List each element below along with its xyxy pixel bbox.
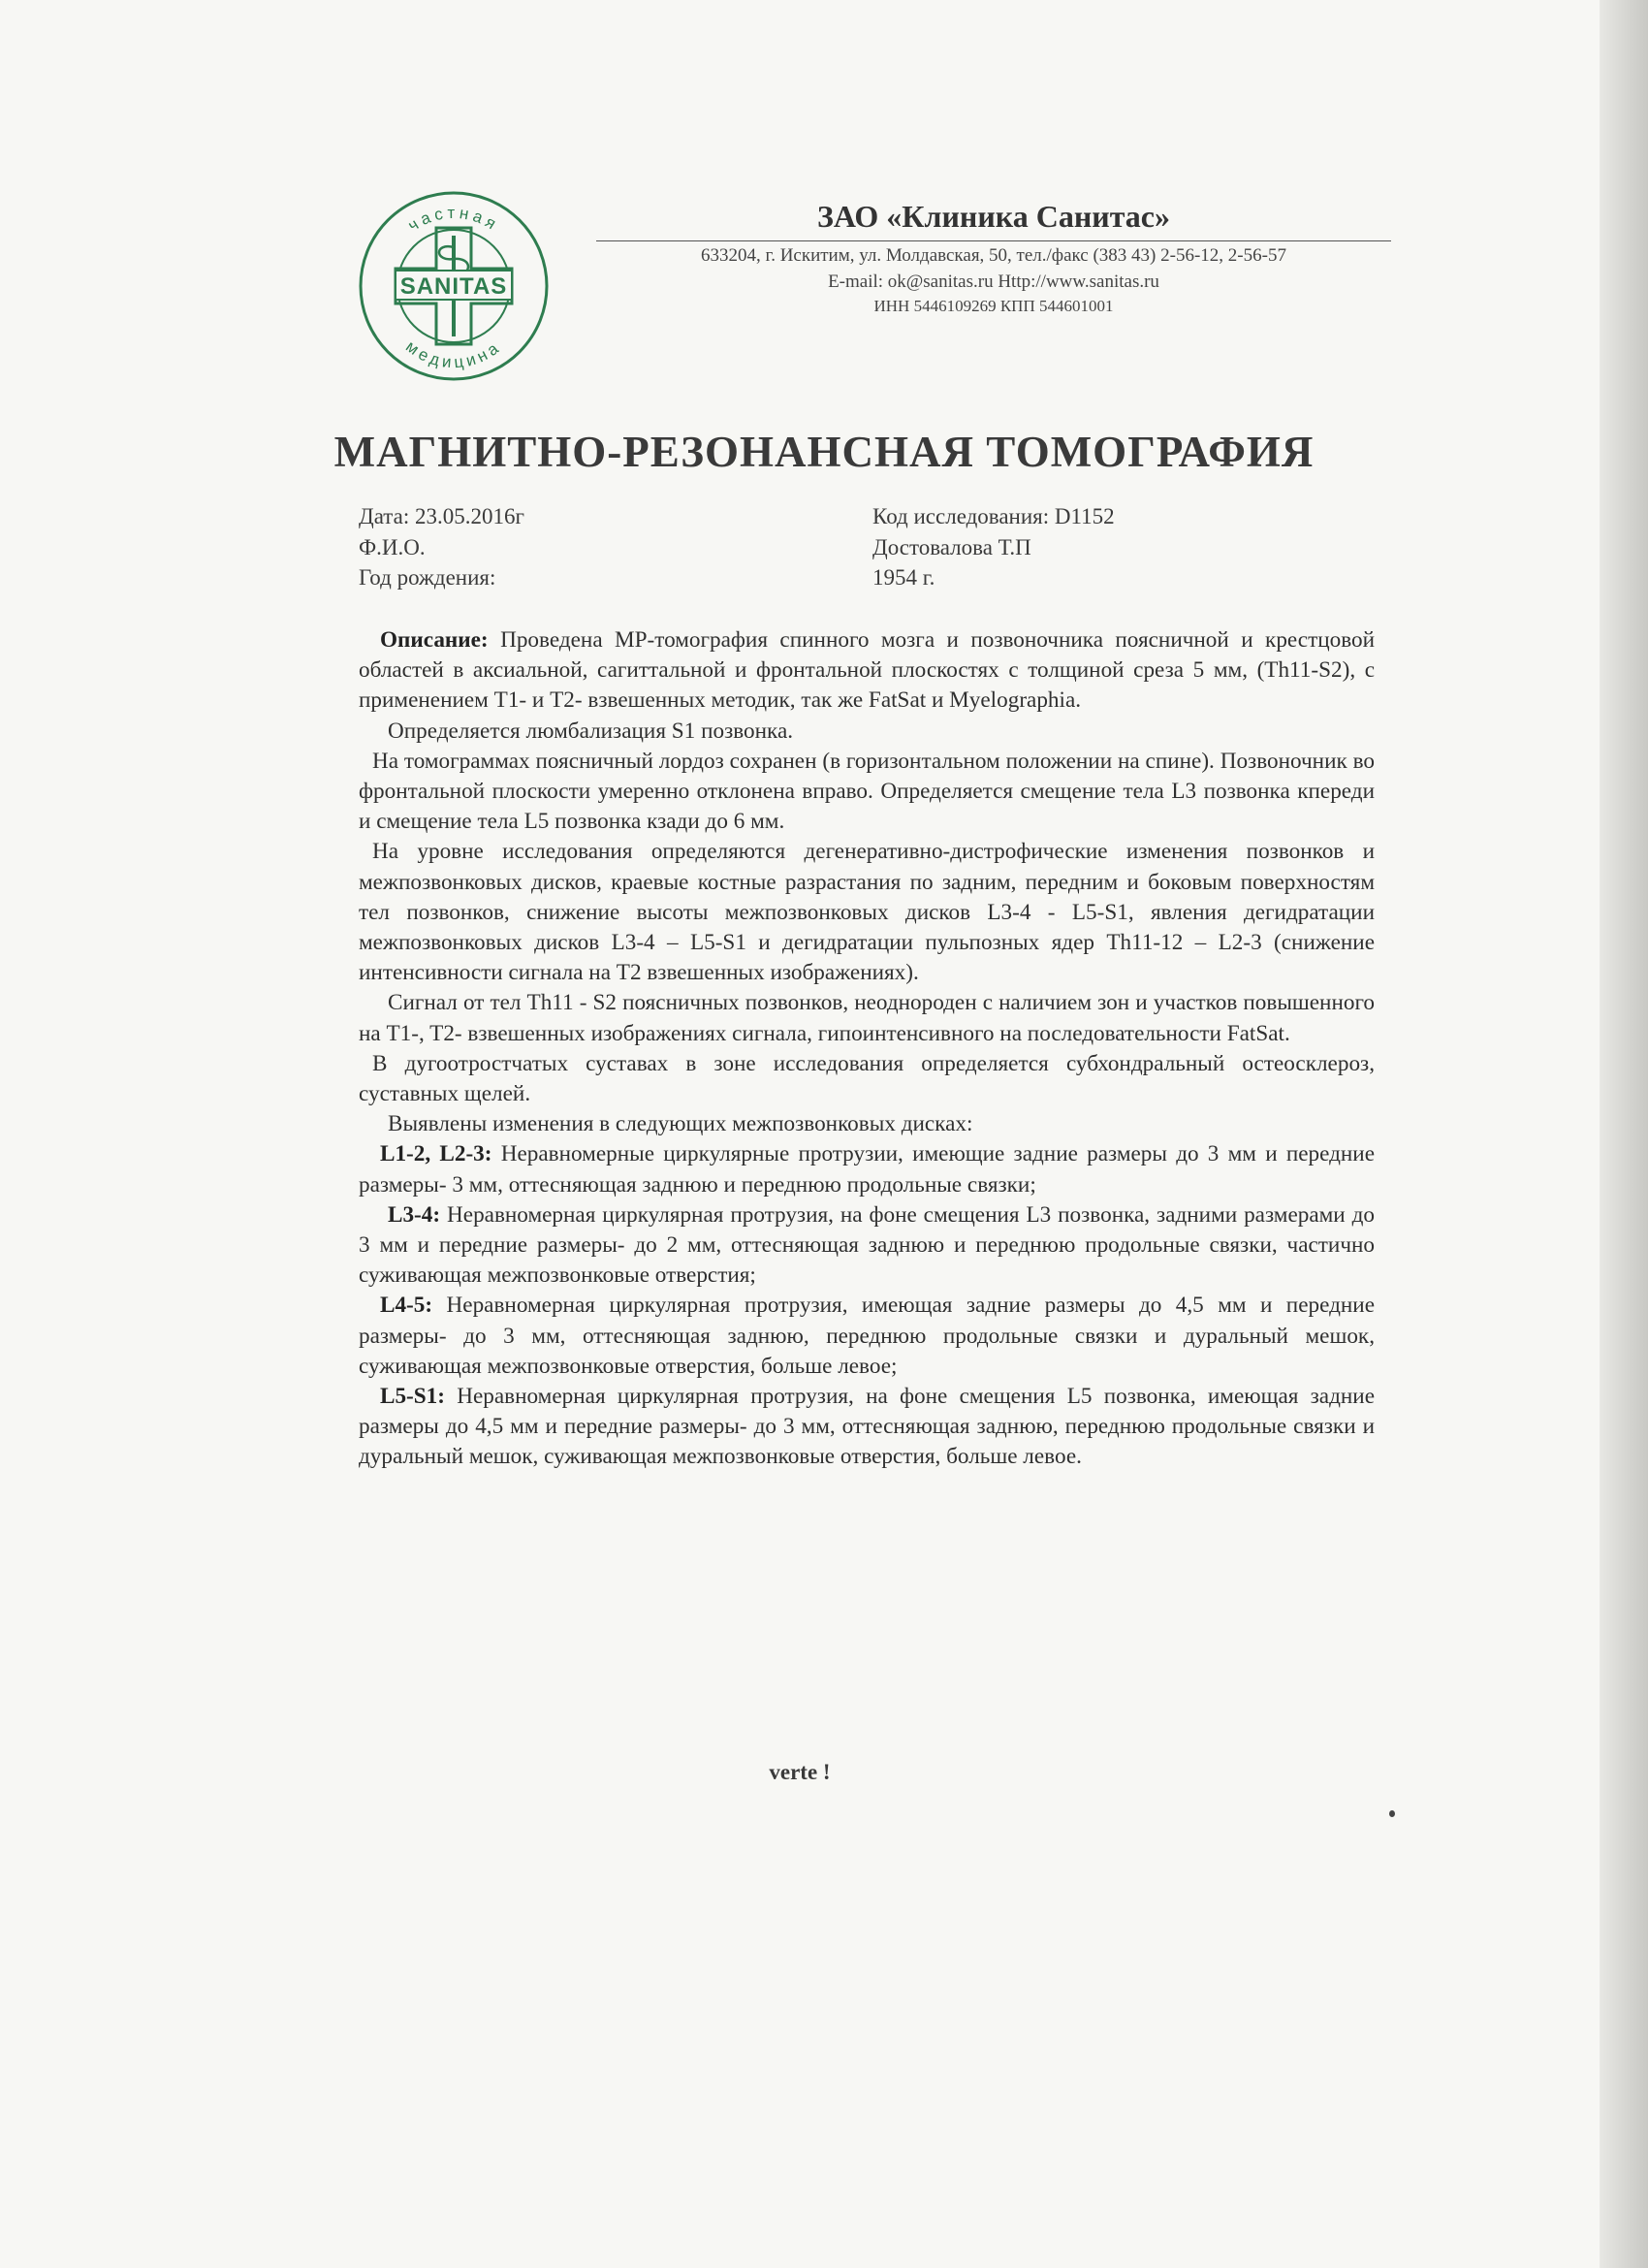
paragraph-description <box>359 625 1375 717</box>
paragraph-lordosis: На томограммах поясничный лордоз сохранен (в горизонтальном положении на спине). Позвоночник во фронтальной плоскости умеренно отклонена вправо. Определяется смещение тела L3 позвонка кпереди и смещение тела L5 позвонка кзади до 6 мм. <box>359 748 1375 835</box>
study-date: Дата: 23.05.2016г <box>359 504 524 528</box>
study-code: Код исследования: D1152 <box>872 504 1115 528</box>
patient-name-label: Ф.И.О. <box>359 535 426 559</box>
paragraph-discs-intro: Выявлены изменения в следующих межпозвонковых дисках: <box>388 1111 973 1137</box>
disc-l4-5-text: Неравномерная циркулярная протрузия, имеющая задние размеры до 4,5 мм и передние размеры- до 3 мм, оттесняющая заднюю, переднюю продольные связки и дуральный мешок, суживающая межпозвонковые отверстия, больше левое; <box>359 1293 1375 1379</box>
disc-l5-s1-text: Неравномерная циркулярная протрузия, на фоне смещения L5 позвонка, имеющая задние размеры до 4,5 мм и передние размеры- до 3 мм, оттесняющая заднюю, переднюю продольные связки и дуральный мешок, суживающая межпозвонковые отверстия, больше левое. <box>359 1384 1375 1470</box>
clinic-requisites: ИНН 5446109269 КПП 544601001 <box>873 297 1114 315</box>
paragraph-degenerative: На уровне исследования определяются дегенеративно-дистрофические изменения позвонков и межпозвонковых дисков, краевые костные разрастания по задним, передним и боковым поверхностям тел позвонков, снижение высоты межпозвонковых дисков L3-4 - L5-S1, явления дегидратации межпозвонковых дисков L3-4 – L5-S1 и дегидратации пульпозных ядер Th11-12 – L2-3 (снижение интенсивности сигнала на T2 взвешенных изображениях). <box>359 839 1375 986</box>
disc-l1-l3 <box>359 1139 1375 1199</box>
disc-l3-4-text: Неравномерная циркулярная протрузия, на фоне смещения L3 позвонка, задними размерами до 3 мм и передние размеры- до 2 мм, оттесняющая заднюю и переднюю продольные связки, частично суживающая межпозвонковые отверстия; <box>359 1201 1376 1289</box>
clinic-name: ЗАО «Клиника Санитас» <box>816 199 1170 234</box>
description-text: Проведена МР-томография спинного мозга и позвоночника поясничной и крестцовой областей в аксиальной, сагиттальной и фронтальной плоскостях с толщиной среза 5 мм, (Th11-S2), с применением T1- и T2- взвешенных методик, так же FatSat и Myelographia. <box>359 627 1375 714</box>
logo-center-text: SANITAS <box>399 273 508 300</box>
birth-year-label: Год рождения: <box>359 565 496 590</box>
disc-l1-l3-label: L1-2, L2-3: <box>380 1141 492 1167</box>
birth-year: 1954 г. <box>872 565 935 590</box>
disc-l5-s1 <box>359 1382 1375 1473</box>
logo-arc-top: частная <box>404 203 503 236</box>
sanitas-logo <box>357 189 551 383</box>
clinic-address: 633204, г. Искитим, ул. Молдавская, 50, тел./факс (383 43) 2-56-12, 2-56-57 <box>701 245 1286 266</box>
disc-l1-l3-text: Неравномерные циркулярные протрузии, имеющие задние размеры до 3 мм и передние размеры- 3 мм, оттесняющая заднюю и переднюю продольные связки; <box>359 1141 1376 1198</box>
logo-arc-bottom: медицина <box>402 336 505 372</box>
disc-l3-4-label: L3-4: <box>388 1201 441 1228</box>
paragraph-joints: В дугоотростчатых суставах в зоне исследования определяется субхондральный остеосклероз, суставных щелей. <box>359 1050 1375 1107</box>
scan-speck <box>1389 1810 1395 1817</box>
description-body <box>359 625 1375 1473</box>
disc-l3-4 <box>359 1200 1375 1292</box>
scan-edge <box>1600 0 1648 2268</box>
description-label: Описание: <box>380 627 489 653</box>
paragraph-signal: Сигнал от тел Th11 - S2 поясничных позвонков, неоднороден с наличием зон и участков повышенного на T1-, T2- взвешенных изображениях сигнала, гипоинтенсивного на последовательности FatSat. <box>359 990 1375 1046</box>
disc-l4-5-label: L4-5: <box>380 1293 433 1319</box>
verte-note: verte ! <box>769 1760 831 1784</box>
patient-name: Достовалова Т.П <box>872 535 1031 559</box>
document-title: МАГНИТНО-РЕЗОНАНСНАЯ ТОМОГРАФИЯ <box>333 428 1315 476</box>
paragraph-lumbarization: Определяется люмбализация S1 позвонка. <box>388 718 794 744</box>
disc-l5-s1-label: L5-S1: <box>380 1384 445 1410</box>
disc-l4-5 <box>359 1291 1375 1382</box>
header-divider <box>596 240 1391 241</box>
clinic-contacts: E-mail: ok@sanitas.ru Http://www.sanitas.ru <box>828 272 1159 292</box>
